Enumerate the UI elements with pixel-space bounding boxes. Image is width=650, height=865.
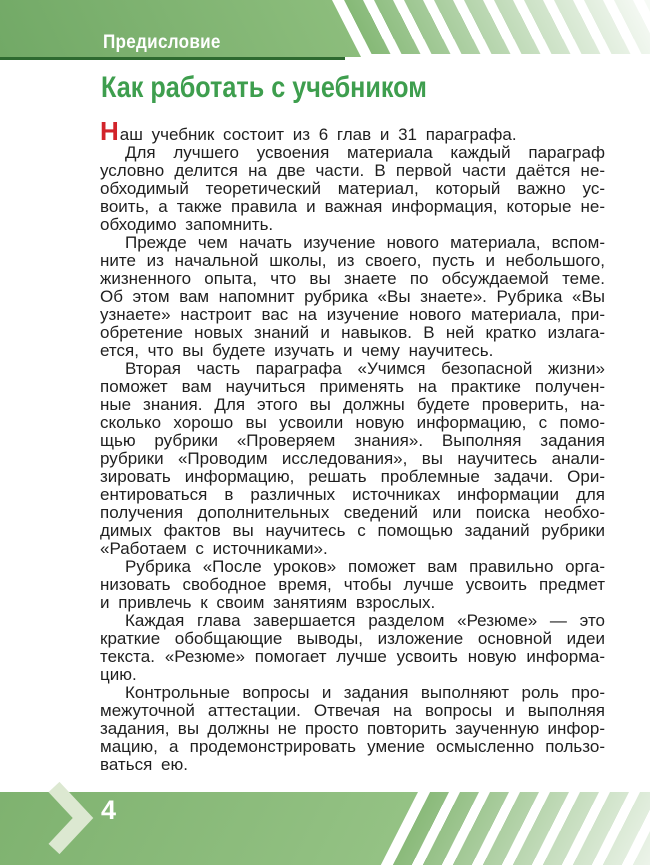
text-line: краткие обобщающие выводы, изложение основной идеи (100, 629, 605, 648)
chevron-right-icon (46, 779, 98, 857)
text-line: поможет вам научиться применять на практике получен- (100, 377, 605, 396)
text-line: обходимо запомнить. (100, 215, 274, 234)
text-line: щью рубрики «Проверяем знания». Выполняя задания (100, 431, 605, 450)
text-line: ваться ею. (100, 755, 188, 774)
text-line: условно делится на две части. В первой части даётся не- (100, 161, 605, 180)
text-line: низовать свободное время, чтобы лучше усвоить предмет (100, 575, 605, 594)
text-line: сколько хорошо вы усвоили новую информацию, с помо- (100, 413, 605, 432)
text-line: димых фактов вы научитесь с помощью заданий рубрики (100, 521, 605, 540)
text-line: рубрики «Проводим исследования», вы научитесь анали- (100, 449, 605, 468)
body-text (100, 116, 605, 774)
text-line: Контрольные вопросы и задания выполняют роль про- (125, 683, 605, 702)
text-line: и привлечь к своим занятиям взрослых. (100, 593, 436, 612)
text-line: ентироваться в различных источниках информации для (100, 485, 605, 504)
text-line: Для лучшего усвоения материала каждый параграф (125, 143, 605, 162)
text-line: Наш учебник состоит из 6 глав и 31 параграфа. (100, 116, 517, 146)
section-label: Предисловие (103, 32, 221, 53)
text-line: текста. «Резюме» помогает лучше усвоить новую информа- (100, 647, 605, 666)
text-line: ните из начальной школы, из своего, пусть и небольшого, (100, 251, 605, 270)
text-line: задания, вы должны не просто повторить заученную инфор- (100, 719, 605, 738)
text-line: Рубрика «После уроков» поможет вам правильно орга- (125, 557, 605, 576)
text-line: обретение новых знаний и навыков. В ней кратко излага- (100, 323, 605, 342)
text-line: зировать информацию, решать проблемные задачи. Ори- (100, 467, 605, 486)
text-line: воить, а также правила и важная информация, которые не- (100, 197, 605, 216)
text-line: обходимый теоретический материал, который важно ус- (100, 179, 605, 198)
header-underline (0, 57, 345, 60)
text-line: Вторая часть параграфа «Учимся безопасной жизни» (125, 359, 605, 378)
header-stripes-decoration (344, 0, 650, 54)
page-header (0, 0, 650, 61)
text-line: цию. (100, 665, 137, 684)
text-line: мацию, а продемонстрировать умение осмысленно пользо- (100, 737, 605, 756)
text-line: межуточной аттестации. Отвечая на вопросы и выполняя (100, 701, 605, 720)
footer-stripes-decoration (393, 792, 650, 865)
text-line: Прежде чем начать изучение нового материала, вспом- (125, 233, 605, 252)
text-line: получения дополнительных сведений или поиска необхо- (100, 503, 605, 522)
page-number: 4 (101, 795, 117, 825)
text-line: «Работаем с источниками». (100, 539, 328, 558)
text-line: Каждая глава завершается разделом «Резюме» — это (125, 611, 605, 630)
text-line: Об этом вам напомнит рубрика «Вы знаете». Рубрика «Вы (100, 287, 605, 306)
text-line: ется, что вы будете изучать и чему научитесь. (100, 341, 494, 360)
page-title: Как работать с учебником (101, 71, 427, 104)
dropcap-letter: Н (100, 116, 119, 146)
text-line: узнаете» настроит вас на изучение нового материала, при- (100, 305, 605, 324)
text-line: ные знания. Для этого вы должны будете проверить, на- (100, 395, 605, 414)
text-line: жизненного опыта, что вы знаете по обсуждаемой теме. (100, 269, 605, 288)
